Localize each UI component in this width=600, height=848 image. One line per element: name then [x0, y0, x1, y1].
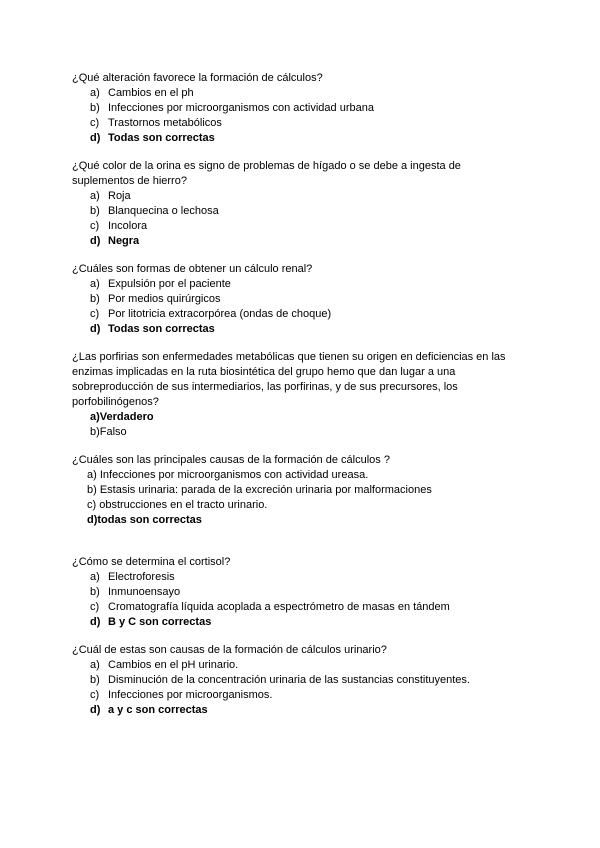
question-stem: ¿Cómo se determina el cortisol? [72, 556, 231, 568]
option-a-correct: a)Verdadero [90, 411, 154, 423]
option-c: c) Infecciones por microorganismos. [90, 689, 273, 701]
options-list [72, 189, 520, 249]
option-a: a) Infecciones por microorganismos con actividad ureasa. [87, 469, 369, 481]
question-6 [72, 555, 520, 630]
option-d-correct: d) a y c son correctas [90, 704, 208, 716]
question-3 [72, 262, 520, 337]
question-5 [72, 453, 520, 528]
option-d-correct: d) Todas son correctas [90, 132, 215, 144]
option-b: b) Infecciones por microorganismos con actividad urbana [90, 102, 374, 114]
option-c: c) Por litotricia extracorpórea (ondas de choque) [90, 308, 332, 320]
options-list [72, 410, 520, 440]
options-list [72, 570, 520, 630]
option-b: b) Por medios quirúrgicos [90, 293, 221, 305]
option-a: a) Roja [90, 190, 131, 202]
question-7 [72, 643, 520, 718]
option-a: a) Expulsión por el paciente [90, 278, 231, 290]
question-stem: ¿Qué alteración favorece la formación de cálculos? [72, 72, 323, 84]
question-stem: ¿Cuáles son las principales causas de la formación de cálculos ? [72, 454, 390, 466]
question-stem: ¿Qué color de la orina es signo de problemas de hígado o se debe a ingesta de suplementos de hierro? [72, 160, 461, 187]
option-d-correct: d) Negra [90, 235, 140, 247]
options-list [72, 658, 520, 718]
question-1 [72, 71, 520, 146]
option-a: a) Electroforesis [90, 571, 175, 583]
options-list [72, 277, 520, 337]
question-stem: ¿Cuáles son formas de obtener un cálculo renal? [72, 263, 313, 275]
option-d-correct: d) B y C son correctas [90, 616, 212, 628]
option-b: b) Disminución de la concentración urinaria de las sustancias constituyentes. [90, 674, 470, 686]
question-stem: ¿Las porfirias son enfermedades metabólicas que tienen su origen en deficiencias en las enzimas implicadas en la ruta biosintética del grupo hemo que dan lugar a una sobreproducción de sus intermediarios, las porfirinas, y de sus precursores, los porfobilinógenos? [72, 351, 506, 408]
option-a: a) Cambios en el ph [90, 87, 194, 99]
option-b: b) Inmunoensayo [90, 586, 181, 598]
option-b: b)Falso [90, 426, 127, 438]
option-c: c) Incolora [90, 220, 148, 232]
option-c: c) obstrucciones en el tracto urinario. [87, 499, 268, 511]
option-b: b) Blanquecina o lechosa [90, 205, 219, 217]
option-a: a) Cambios en el pH urinario. [90, 659, 239, 671]
question-4 [72, 350, 520, 440]
options-list [72, 468, 520, 528]
option-d-correct: d) Todas son correctas [90, 323, 215, 335]
question-stem: ¿Cuál de estas son causas de la formación de cálculos urinario? [72, 644, 387, 656]
option-b: b) Estasis urinaria: parada de la excreción urinaria por malformaciones [87, 484, 432, 496]
question-2 [72, 159, 520, 249]
option-d-correct: d)todas son correctas [87, 514, 202, 526]
option-c: c) Trastornos metabólicos [90, 117, 222, 129]
option-c: c) Cromatografía líquida acoplada a espectrómetro de masas en tándem [90, 601, 450, 613]
options-list [72, 86, 520, 146]
